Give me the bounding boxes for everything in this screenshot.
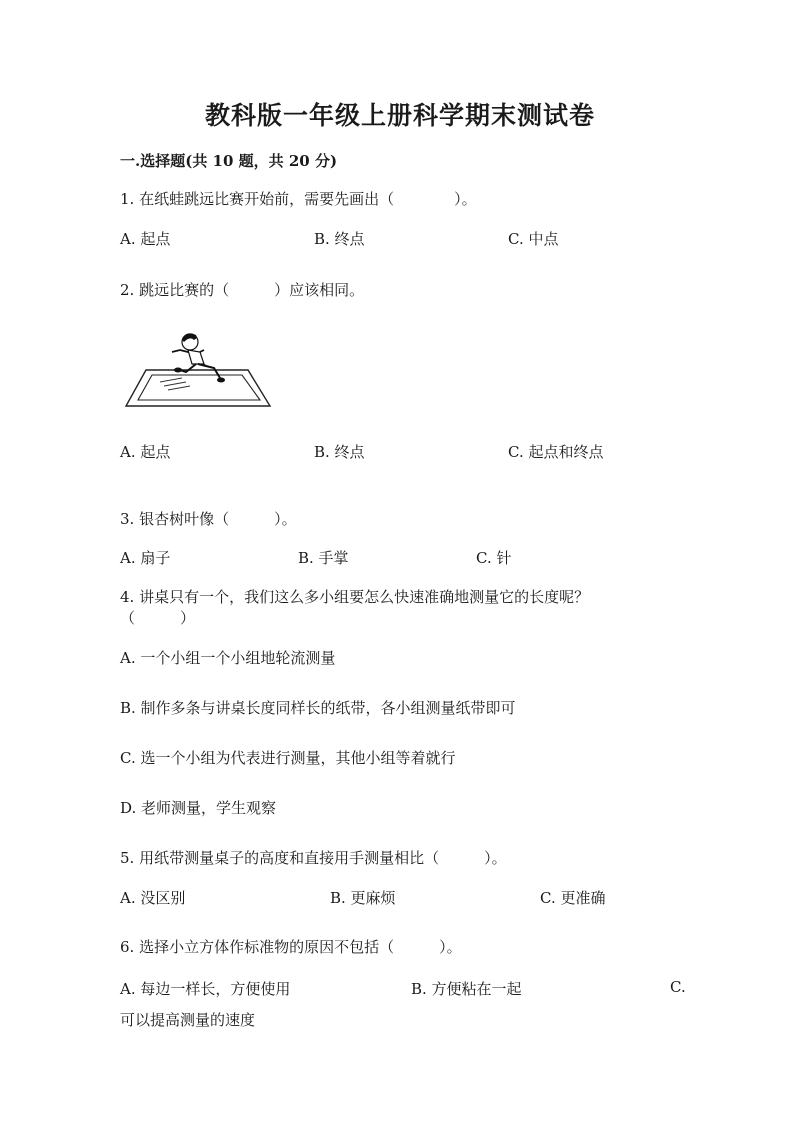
question-4-answer-blank: （ ） [120,609,196,627]
question-2-option-b[interactable]: B. 终点 [314,443,365,461]
question-5-stem: 5. 用纸带测量桌子的高度和直接用手测量相比（ ）。 [120,849,507,867]
question-2-stem: 2. 跳远比赛的（ ）应该相同。 [120,281,365,299]
question-3-option-a[interactable]: A. 扇子 [120,549,171,567]
question-4-stem: 4. 讲桌只有一个，我们这么多小组要怎么快速准确地测量它的长度呢？ [120,588,590,606]
question-6-option-c-label[interactable]: C. [670,978,686,996]
question-4-option-d[interactable]: D. 老师测量，学生观察 [120,799,277,817]
question-4-option-a[interactable]: A. 一个小组一个小组地轮流测量 [120,649,336,667]
question-4-option-c[interactable]: C. 选一个小组为代表进行测量，其他小组等着就行 [120,749,456,767]
question-6-stem: 6. 选择小立方体作标准物的原因不包括（ ）。 [120,938,462,956]
question-3-option-b[interactable]: B. 手掌 [298,549,349,567]
question-1-option-c[interactable]: C. 中点 [508,230,559,248]
question-6-option-c-text[interactable]: 可以提高测量的速度 [120,1011,256,1029]
question-2-option-a[interactable]: A. 起点 [120,443,171,461]
question-6-option-a[interactable]: A. 每边一样长，方便使用 [120,980,291,998]
question-1-option-b[interactable]: B. 终点 [314,230,365,248]
question-4-option-b[interactable]: B. 制作多条与讲桌长度同样长的纸带，各小组测量纸带即可 [120,699,516,717]
question-3-option-c[interactable]: C. 针 [476,549,512,567]
question-6-option-b[interactable]: B. 方便粘在一起 [411,980,522,998]
page-title: 教科版一年级上册科学期末测试卷 [204,101,595,130]
long-jump-illustration [120,326,280,412]
question-3-stem: 3. 银杏树叶像（ ）。 [120,510,297,528]
question-1-stem: 1. 在纸蛙跳远比赛开始前，需要先画出（ ）。 [120,190,477,208]
question-5-option-c[interactable]: C. 更准确 [540,889,606,907]
question-1-option-a[interactable]: A. 起点 [120,230,171,248]
section-heading: 一.选择题(共 10 题，共 20 分) [120,152,338,170]
question-5-option-b[interactable]: B. 更麻烦 [330,889,396,907]
question-2-option-c[interactable]: C. 起点和终点 [508,443,604,461]
question-5-option-a[interactable]: A. 没区别 [120,889,186,907]
